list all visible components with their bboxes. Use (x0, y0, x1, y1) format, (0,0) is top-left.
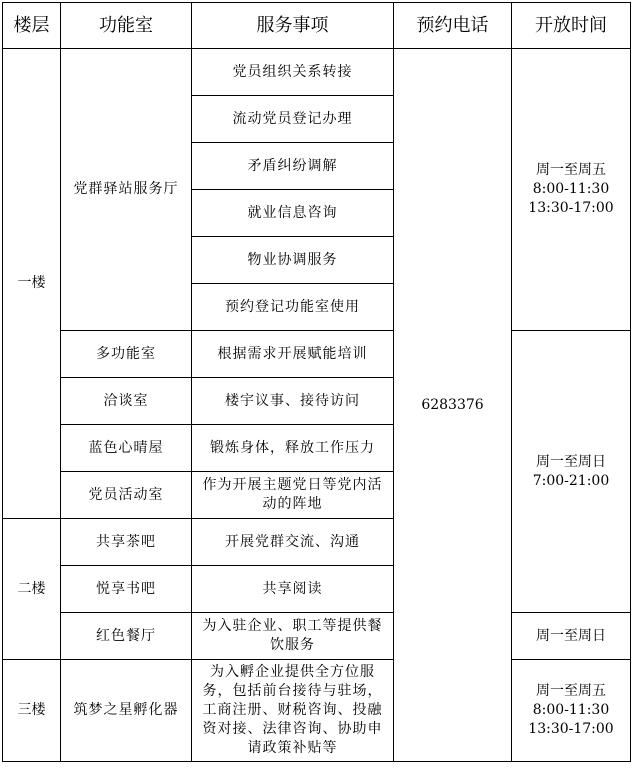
room-cell-negotiation: 洽谈室 (61, 378, 192, 425)
floor-cell-3: 三楼 (3, 660, 61, 762)
hours-morning: 8:00-11:30 (532, 702, 610, 718)
service-cell: 楼宇议事、接待访问 (192, 378, 394, 425)
room-cell-blue: 蓝色心晴屋 (61, 425, 192, 472)
service-cell: 根据需求开展赋能培训 (192, 331, 394, 378)
hours-cell-daily (512, 331, 631, 613)
table-row (3, 49, 631, 96)
header-room: 功能室 (61, 3, 192, 49)
hours-cell-weekday (512, 49, 631, 331)
room-cell-multi: 多功能室 (61, 331, 192, 378)
service-cell: 物业协调服务 (192, 237, 394, 284)
hours-cell-incubator (512, 660, 631, 762)
hours-label: 周一至周日 (536, 453, 606, 470)
header-service: 服务事项 (192, 3, 394, 49)
hours-morning: 8:00-11:30 (532, 181, 610, 197)
service-cell: 矛盾纠纷调解 (192, 143, 394, 190)
header-floor: 楼层 (3, 3, 61, 49)
room-cell-tea: 共享茶吧 (61, 519, 192, 566)
hours-afternoon: 13:30-17:00 (528, 721, 614, 737)
room-cell-incubator: 筑梦之星孵化器 (61, 660, 192, 762)
floor-cell-1: 一楼 (3, 49, 61, 519)
room-cell-canteen: 红色餐厅 (61, 613, 192, 660)
service-cell: 就业信息咨询 (192, 190, 394, 237)
floor-cell-2: 二楼 (3, 519, 61, 660)
service-cell: 锻炼身体，释放工作压力 (192, 425, 394, 472)
header-hours: 开放时间 (512, 3, 631, 49)
room-cell-books: 悦享书吧 (61, 566, 192, 613)
table-row (3, 660, 631, 762)
phone-cell: 6283376 (394, 49, 512, 762)
service-cell: 为入驻企业、职工等提供餐饮服务 (192, 613, 394, 660)
service-cell: 流动党员登记办理 (192, 96, 394, 143)
room-cell-station: 党群驿站服务厅 (61, 49, 192, 331)
hours-label: 周一至周五 (536, 162, 606, 178)
hours-label: 周一至周五 (536, 683, 606, 699)
service-cell: 预约登记功能室使用 (192, 284, 394, 331)
hours-afternoon: 13:30-17:00 (528, 200, 614, 216)
service-cell: 党员组织关系转接 (192, 49, 394, 96)
service-cell: 开展党群交流、沟通 (192, 519, 394, 566)
service-schedule-table (2, 2, 631, 762)
hours-range: 7:00-21:00 (532, 472, 610, 489)
table-row (3, 331, 631, 378)
service-cell: 为入孵企业提供全方位服务，包括前台接待与驻场，工商注册、财税咨询、投融资对接、法律咨询、协助申请政策补贴等 (192, 660, 394, 762)
header-row (3, 3, 631, 49)
table-row (3, 613, 631, 660)
service-cell: 作为开展主题党日等党内活动的阵地 (192, 472, 394, 519)
room-cell-activity: 党员活动室 (61, 472, 192, 519)
service-cell: 共享阅读 (192, 566, 394, 613)
hours-cell-canteen: 周一至周日 (512, 613, 631, 660)
header-phone: 预约电话 (394, 3, 512, 49)
